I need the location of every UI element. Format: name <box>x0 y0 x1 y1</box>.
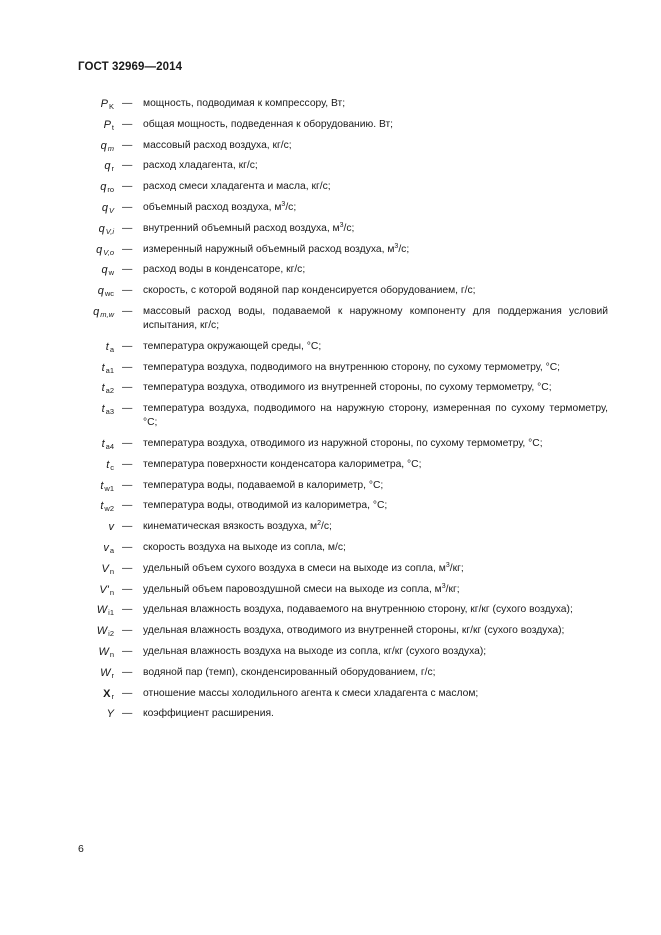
symbol-main: q <box>93 305 100 318</box>
unit-exponent: 3 <box>394 242 399 250</box>
dash-separator: — <box>122 340 133 352</box>
symbol-definition <box>143 437 608 451</box>
symbol-row <box>0 305 661 340</box>
symbol-subscript: r <box>111 164 114 174</box>
dash-separator: — <box>122 458 133 470</box>
unit-exponent: 3 <box>445 561 450 569</box>
symbol-main: t <box>105 340 109 353</box>
dash-separator: — <box>122 708 133 720</box>
symbol-main: W <box>100 666 111 679</box>
symbol-row <box>0 666 661 687</box>
symbol-row <box>0 284 661 305</box>
symbol-main: t <box>101 437 105 450</box>
definition-text: расход смеси хладагента и масла, кг/с; <box>143 181 331 193</box>
symbol-row <box>0 139 661 160</box>
definition-text: удельная влажность воздуха на выходе из сопла, кг/кг (сухого воздуха); <box>143 645 487 657</box>
symbol-subscript: w <box>108 268 114 278</box>
symbol-subscript: a2 <box>105 386 114 396</box>
symbol-subscript: i1 <box>108 608 114 618</box>
symbol-main: V' <box>99 583 109 596</box>
symbol <box>60 263 114 280</box>
dash-separator: — <box>122 285 133 297</box>
symbol-row <box>0 707 661 728</box>
symbol-subscript: a3 <box>105 407 114 417</box>
symbol-definition <box>143 243 608 257</box>
symbol <box>60 139 114 156</box>
definition-text: расход воды в конденсаторе, кг/с; <box>143 264 306 276</box>
symbol-definition <box>143 479 608 493</box>
symbol-subscript: V,i <box>105 226 114 236</box>
symbol-definition <box>143 284 608 298</box>
symbol <box>60 499 114 516</box>
symbol <box>60 381 114 398</box>
symbol-row <box>0 159 661 180</box>
dash-separator: — <box>122 583 133 595</box>
symbol-main: Y <box>106 708 114 721</box>
symbol <box>60 583 114 600</box>
definition-text: водяной пар (темп), сконденсированный оборудованием, г/с; <box>143 666 436 678</box>
unit-exponent: 3 <box>441 582 446 590</box>
unit-exponent: 2 <box>317 520 322 528</box>
definition-text: внутренний объемный расход воздуха, м <box>143 222 340 234</box>
dash-separator: — <box>122 625 133 637</box>
symbol-main: q <box>101 201 108 214</box>
symbol-definition <box>143 707 608 721</box>
symbol-list <box>0 97 661 728</box>
dash-separator: — <box>122 139 133 151</box>
symbol-main: q <box>101 264 108 277</box>
definition-text: температура воды, подаваемой в калориметр, °С; <box>143 479 384 491</box>
symbol-row <box>0 381 661 402</box>
symbol-definition <box>143 118 608 132</box>
symbol-row <box>0 562 661 583</box>
symbol-definition <box>143 361 608 375</box>
symbol-main: t <box>100 479 104 492</box>
symbol-definition <box>143 520 608 534</box>
dash-separator: — <box>122 201 133 213</box>
symbol-row <box>0 458 661 479</box>
symbol-row <box>0 222 661 243</box>
symbol <box>60 118 114 135</box>
dash-separator: — <box>122 479 133 491</box>
symbol-subscript: w1 <box>104 483 114 493</box>
dash-separator: — <box>122 382 133 394</box>
dash-separator: — <box>122 98 133 109</box>
symbol-subscript: a4 <box>105 441 114 451</box>
symbol-subscript: V <box>108 205 114 215</box>
symbol <box>60 180 114 197</box>
dash-separator: — <box>122 604 133 616</box>
unit-exponent: 3 <box>339 221 344 229</box>
symbol-subscript: r <box>111 670 114 680</box>
symbol <box>60 222 114 239</box>
symbol-definition <box>143 402 608 430</box>
symbol-definition <box>143 687 608 701</box>
definition-text: температура воздуха, отводимого из внутренней стороны, по сухому термометру, °С; <box>143 382 552 394</box>
symbol <box>60 666 114 683</box>
symbol-subscript: ro <box>107 185 114 195</box>
symbol-row <box>0 583 661 604</box>
definition-text-end: /с; <box>343 222 355 234</box>
symbol-row <box>0 541 661 562</box>
symbol-definition <box>143 603 608 617</box>
symbol-definition <box>143 583 608 597</box>
symbol-subscript: c <box>110 462 114 472</box>
symbol-main: t <box>106 458 110 471</box>
symbol-row <box>0 479 661 500</box>
definition-text: отношение массы холодильного агента к смеси хладагента с маслом; <box>143 687 479 699</box>
symbol-main: W <box>98 645 109 658</box>
definition-text: температура поверхности конденсатора калориметра, °С; <box>143 458 422 470</box>
symbol-definition <box>143 458 608 472</box>
symbol-main: t <box>101 361 105 374</box>
symbol-row <box>0 243 661 264</box>
symbol-subscript: a1 <box>105 365 114 375</box>
symbol-subscript: n <box>109 587 114 597</box>
symbol <box>60 437 114 454</box>
definition-text: коэффициент расширения. <box>143 708 274 720</box>
symbol-row <box>0 118 661 139</box>
dash-separator: — <box>122 181 133 193</box>
symbol-definition <box>143 666 608 680</box>
definition-text: скорость, с которой водяной пар конденсируется оборудованием, г/с; <box>143 285 476 297</box>
dash-separator: — <box>122 403 133 415</box>
symbol-main: q <box>96 243 103 256</box>
symbol-definition <box>143 499 608 513</box>
definition-text: массовый расход воды, подаваемой к наружному компоненту для поддержания условий испытания, кг/с; <box>143 305 608 331</box>
symbol-row <box>0 97 661 118</box>
symbol-definition <box>143 97 608 111</box>
symbol-definition <box>143 381 608 395</box>
symbol-subscript: K <box>108 102 114 111</box>
symbol <box>60 645 114 662</box>
symbol-subscript: a <box>109 344 114 354</box>
symbol-subscript: V,o <box>103 247 114 257</box>
symbol <box>60 707 114 722</box>
symbol-row <box>0 263 661 284</box>
symbol-main: V <box>101 562 109 575</box>
symbol-row <box>0 201 661 222</box>
symbol-main: q <box>97 285 104 298</box>
dash-separator: — <box>122 500 133 512</box>
symbol-subscript: m,w <box>100 309 114 319</box>
symbol-subscript: r <box>111 691 114 701</box>
definition-text: мощность, подводимая к компрессору, Вт; <box>143 98 346 109</box>
symbol-main: t <box>101 382 105 395</box>
symbol-main: t <box>100 500 104 513</box>
symbol <box>60 624 114 641</box>
symbol-main: P <box>103 118 111 131</box>
dash-separator: — <box>122 361 133 373</box>
definition-text-end: /кг; <box>445 583 460 595</box>
symbol-main: v <box>108 521 114 534</box>
definition-text: измеренный наружный объемный расход воздуха, м <box>143 243 395 255</box>
symbol-definition <box>143 139 608 153</box>
dash-separator: — <box>122 666 133 678</box>
definition-text: удельный объем сухого воздуха в смеси на выходе из сопла, м <box>143 562 446 574</box>
definition-text: общая мощность, подведенная к оборудованию. Вт; <box>143 118 394 130</box>
dash-separator: — <box>122 160 133 172</box>
symbol-subscript: a <box>109 545 114 555</box>
symbol-definition <box>143 201 608 215</box>
symbol-row <box>0 520 661 541</box>
definition-text: кинематическая вязкость воздуха, м <box>143 521 318 533</box>
dash-separator: — <box>122 645 133 657</box>
symbol-definition <box>143 541 608 555</box>
symbol-subscript: n <box>109 649 114 659</box>
definition-text-end: /с; <box>321 521 332 533</box>
symbol-row <box>0 437 661 458</box>
symbol <box>60 284 114 301</box>
symbol <box>60 541 114 558</box>
symbol <box>60 479 114 496</box>
definition-text-end: /с; <box>398 243 410 255</box>
definition-text: удельная влажность воздуха, отводимого из внутренней стороны, кг/кг (сухого воздуха); <box>143 625 565 637</box>
definition-text: объемный расход воздуха, м <box>143 201 282 213</box>
symbol-definition <box>143 340 608 354</box>
symbol-main: q <box>104 160 111 173</box>
symbol-main: P <box>100 98 108 110</box>
dash-separator: — <box>122 305 133 317</box>
symbol <box>60 458 114 475</box>
page-number: 6 <box>78 843 84 855</box>
definition-text-end: /с; <box>285 201 297 213</box>
symbol-subscript: t <box>111 122 114 132</box>
definition-text: массовый расход воздуха, кг/с; <box>143 139 292 151</box>
symbol-subscript: wc <box>104 289 114 299</box>
symbol-row <box>0 603 661 624</box>
symbol-subscript: i2 <box>108 629 114 639</box>
dash-separator: — <box>122 437 133 449</box>
symbol <box>60 159 114 176</box>
definition-text: температура воздуха, подводимого на наружную сторону, измеренная по сухому термометру, °С; <box>143 403 608 429</box>
symbol <box>60 243 114 260</box>
dash-separator: — <box>122 541 133 553</box>
symbol-row <box>0 687 661 708</box>
symbol-row <box>0 624 661 645</box>
definition-text: температура воды, отводимой из калориметра, °С; <box>143 500 388 512</box>
definition-text: температура воздуха, подводимого на внутреннюю сторону, по сухому термометру, °С; <box>143 361 561 373</box>
dash-separator: — <box>122 562 133 574</box>
symbol-subscript: w2 <box>104 504 114 514</box>
definition-text: расход хладагента, кг/с; <box>143 160 258 172</box>
definition-text: температура окружающей среды, °С; <box>143 340 322 352</box>
symbol-subscript: n <box>109 566 114 576</box>
definition-text: удельная влажность воздуха, подаваемого на внутреннюю сторону, кг/кг (сухого воздуха); <box>143 604 573 616</box>
symbol-definition <box>143 645 608 659</box>
definition-text: температура воздуха, отводимого из наружной стороны, по сухому термометру, °С; <box>143 437 543 449</box>
dash-separator: — <box>122 264 133 276</box>
dash-separator: — <box>122 222 133 234</box>
symbol-main: W <box>96 625 108 638</box>
symbol-subscript: m <box>107 143 114 153</box>
symbol-main: W <box>96 604 108 617</box>
symbol-row <box>0 180 661 201</box>
symbol-definition <box>143 263 608 277</box>
symbol-row <box>0 340 661 361</box>
definition-text: удельный объем паровоздушной смеси на выходе из сопла, м <box>143 583 442 595</box>
symbol <box>60 687 114 704</box>
dash-separator: — <box>122 687 133 699</box>
symbol <box>60 402 114 419</box>
symbol <box>60 305 114 322</box>
symbol-definition <box>143 562 608 576</box>
symbol-main: t <box>101 403 105 416</box>
dash-separator: — <box>122 243 133 255</box>
unit-exponent: 3 <box>281 200 286 208</box>
symbol <box>60 520 114 535</box>
symbol <box>60 201 114 218</box>
symbol <box>60 340 114 357</box>
symbol-definition <box>143 305 608 333</box>
symbol <box>60 361 114 378</box>
document-header: ГОСТ 32969—2014 <box>78 61 183 73</box>
symbol-main: v <box>103 541 109 554</box>
symbol-main: q <box>100 139 107 152</box>
symbol <box>60 562 114 579</box>
symbol-main: q <box>98 222 105 235</box>
symbol <box>60 97 114 114</box>
symbol-row <box>0 361 661 382</box>
symbol <box>60 603 114 620</box>
symbol-row <box>0 499 661 520</box>
symbol-main: X <box>103 687 111 700</box>
symbol-definition <box>143 159 608 173</box>
symbol-definition <box>143 180 608 194</box>
dash-separator: — <box>122 521 133 533</box>
definition-text-end: /кг; <box>449 562 464 574</box>
symbol-definition <box>143 624 608 638</box>
symbol-main: q <box>100 181 107 194</box>
symbol-definition <box>143 222 608 236</box>
dash-separator: — <box>122 118 133 130</box>
symbol-row <box>0 645 661 666</box>
definition-text: скорость воздуха на выходе из сопла, м/с; <box>143 541 346 553</box>
symbol-row <box>0 402 661 437</box>
